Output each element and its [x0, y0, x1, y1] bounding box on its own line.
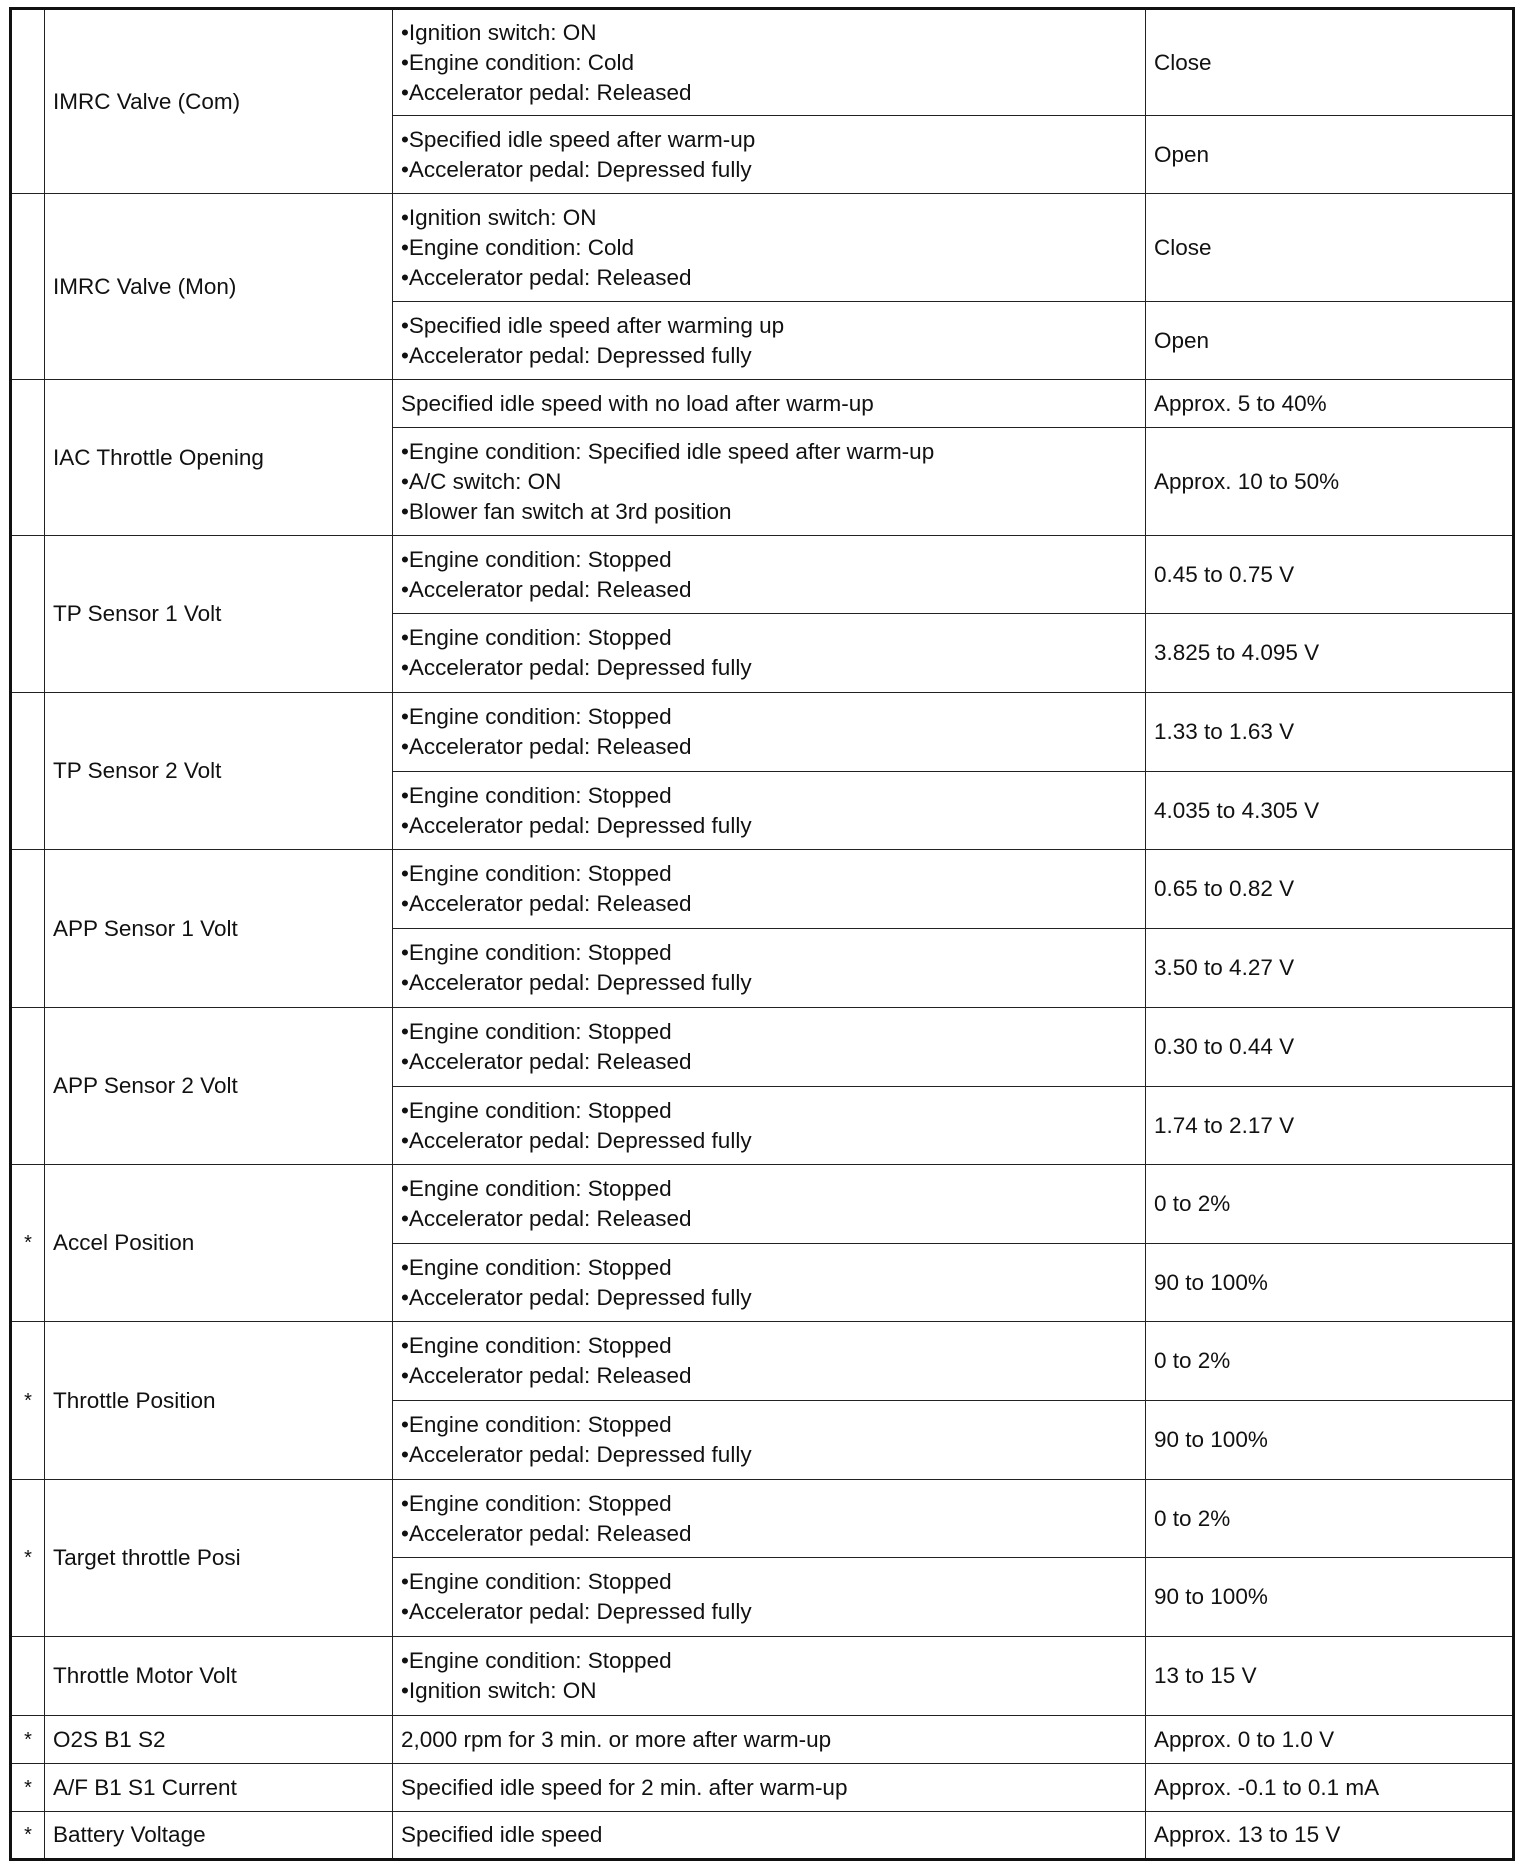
condition-bullet: • Engine condition: Stopped: [401, 1096, 1137, 1126]
specification-value: Approx. 13 to 15 V: [1146, 1812, 1514, 1860]
condition-bullet: • Accelerator pedal: Depressed fully: [401, 155, 1137, 185]
specification-value: 0 to 2%: [1146, 1480, 1514, 1558]
condition-cell: [393, 693, 1146, 772]
item-name: TP Sensor 2 Volt: [45, 693, 393, 850]
condition-text: Specified idle speed with no load after warm-up: [401, 390, 874, 416]
condition-bullet: • Specified idle speed after warm-up: [401, 125, 1137, 155]
condition-bullet: • Engine condition: Stopped: [401, 859, 1137, 889]
item-name: Throttle Motor Volt: [45, 1637, 393, 1716]
data-list-table: [9, 7, 1515, 1861]
specification-value: Approx. -0.1 to 0.1 mA: [1146, 1764, 1514, 1812]
specification-value: 0 to 2%: [1146, 1165, 1514, 1244]
note-marker: [11, 380, 45, 536]
note-marker: *: [11, 1812, 45, 1860]
condition-cell: [393, 1812, 1146, 1860]
condition-bullet: • Accelerator pedal: Depressed fully: [401, 1597, 1137, 1627]
condition-cell: [393, 1244, 1146, 1322]
condition-cell: [393, 1322, 1146, 1401]
specification-value: Approx. 0 to 1.0 V: [1146, 1716, 1514, 1764]
note-marker: *: [11, 1764, 45, 1812]
data-list-body: [11, 9, 1514, 1860]
condition-bullet: • Engine condition: Stopped: [401, 1567, 1137, 1597]
note-marker: *: [11, 1716, 45, 1764]
item-name: O2S B1 S2: [45, 1716, 393, 1764]
condition-cell: [393, 1637, 1146, 1716]
condition-bullet: • Accelerator pedal: Depressed fully: [401, 811, 1137, 841]
condition-bullet: • Specified idle speed after warming up: [401, 311, 1137, 341]
specification-value: 3.825 to 4.095 V: [1146, 614, 1514, 693]
condition-bullet: • Engine condition: Stopped: [401, 1253, 1137, 1283]
table-row: [11, 1008, 1514, 1087]
condition-bullet: • Engine condition: Stopped: [401, 1174, 1137, 1204]
specification-value: 90 to 100%: [1146, 1244, 1514, 1322]
condition-bullet: • Engine condition: Cold: [401, 233, 1137, 263]
condition-bullet: • Engine condition: Stopped: [401, 1017, 1137, 1047]
note-marker: [11, 1008, 45, 1165]
condition-cell: [393, 9, 1146, 116]
specification-value: Open: [1146, 302, 1514, 380]
item-name: Target throttle Posi: [45, 1480, 393, 1637]
condition-bullet: • Engine condition: Stopped: [401, 781, 1137, 811]
note-marker: *: [11, 1480, 45, 1637]
specification-value: 0 to 2%: [1146, 1322, 1514, 1401]
specification-value: Approx. 5 to 40%: [1146, 380, 1514, 428]
item-name: APP Sensor 2 Volt: [45, 1008, 393, 1165]
item-name: Throttle Position: [45, 1322, 393, 1480]
condition-bullet: • A/C switch: ON: [401, 467, 1137, 497]
table-row: [11, 1165, 1514, 1244]
condition-bullet: • Engine condition: Stopped: [401, 623, 1137, 653]
condition-cell: [393, 1764, 1146, 1812]
condition-cell: [393, 1480, 1146, 1558]
condition-bullet: • Ignition switch: ON: [401, 18, 1137, 48]
table-row: [11, 1637, 1514, 1716]
item-name: IAC Throttle Opening: [45, 380, 393, 536]
condition-bullet: • Engine condition: Stopped: [401, 938, 1137, 968]
note-marker: *: [11, 1322, 45, 1480]
specification-value: Close: [1146, 194, 1514, 302]
table-row: [11, 693, 1514, 772]
condition-cell: [393, 850, 1146, 929]
condition-cell: [393, 614, 1146, 693]
condition-cell: [393, 1716, 1146, 1764]
specification-value: 0.30 to 0.44 V: [1146, 1008, 1514, 1087]
condition-bullet: • Accelerator pedal: Released: [401, 263, 1137, 293]
note-marker: [11, 850, 45, 1008]
table-row: [11, 850, 1514, 929]
specification-value: 0.45 to 0.75 V: [1146, 536, 1514, 614]
condition-bullet: • Engine condition: Stopped: [401, 1646, 1137, 1676]
table-row: [11, 1716, 1514, 1764]
specification-value: 1.33 to 1.63 V: [1146, 693, 1514, 772]
item-name: A/F B1 S1 Current: [45, 1764, 393, 1812]
condition-cell: [393, 536, 1146, 614]
specification-value: 3.50 to 4.27 V: [1146, 929, 1514, 1008]
specification-value: Close: [1146, 9, 1514, 116]
condition-bullet: • Accelerator pedal: Depressed fully: [401, 653, 1137, 683]
condition-text: 2,000 rpm for 3 min. or more after warm-up: [401, 1726, 832, 1752]
condition-bullet: • Accelerator pedal: Released: [401, 732, 1137, 762]
condition-bullet: • Engine condition: Stopped: [401, 702, 1137, 732]
note-marker: *: [11, 1165, 45, 1322]
table-row: [11, 1812, 1514, 1860]
condition-bullet: • Accelerator pedal: Released: [401, 78, 1137, 108]
condition-cell: [393, 1008, 1146, 1087]
table-row: [11, 194, 1514, 302]
item-name: APP Sensor 1 Volt: [45, 850, 393, 1008]
condition-bullet: • Engine condition: Stopped: [401, 1410, 1137, 1440]
condition-bullet: • Blower fan switch at 3rd position: [401, 497, 1137, 527]
condition-cell: [393, 428, 1146, 536]
condition-bullet: • Accelerator pedal: Depressed fully: [401, 1126, 1137, 1156]
condition-cell: [393, 302, 1146, 380]
condition-bullet: • Engine condition: Stopped: [401, 545, 1137, 575]
condition-bullet: • Accelerator pedal: Depressed fully: [401, 1283, 1137, 1313]
condition-cell: [393, 380, 1146, 428]
item-name: Accel Position: [45, 1165, 393, 1322]
condition-bullet: • Ignition switch: ON: [401, 1676, 1137, 1706]
specification-value: 90 to 100%: [1146, 1558, 1514, 1637]
condition-bullet: • Accelerator pedal: Released: [401, 1519, 1137, 1549]
note-marker: [11, 194, 45, 380]
condition-bullet: • Accelerator pedal: Released: [401, 1361, 1137, 1391]
note-marker: [11, 1637, 45, 1716]
condition-cell: [393, 772, 1146, 850]
condition-cell: [393, 1087, 1146, 1165]
condition-bullet: • Ignition switch: ON: [401, 203, 1137, 233]
condition-bullet: • Accelerator pedal: Released: [401, 889, 1137, 919]
condition-cell: [393, 1165, 1146, 1244]
specification-value: 1.74 to 2.17 V: [1146, 1087, 1514, 1165]
condition-bullet: • Accelerator pedal: Released: [401, 575, 1137, 605]
table-row: [11, 9, 1514, 116]
specification-value: 0.65 to 0.82 V: [1146, 850, 1514, 929]
item-name: TP Sensor 1 Volt: [45, 536, 393, 693]
spec-sheet: [9, 7, 1515, 1861]
specification-value: 90 to 100%: [1146, 1401, 1514, 1480]
condition-bullet: • Engine condition: Stopped: [401, 1331, 1137, 1361]
table-row: [11, 380, 1514, 428]
specification-value: 4.035 to 4.305 V: [1146, 772, 1514, 850]
note-marker: [11, 9, 45, 194]
specification-value: 13 to 15 V: [1146, 1637, 1514, 1716]
table-row: [11, 1764, 1514, 1812]
table-row: [11, 1322, 1514, 1401]
specification-value: Open: [1146, 116, 1514, 194]
condition-bullet: • Accelerator pedal: Depressed fully: [401, 968, 1137, 998]
condition-cell: [393, 194, 1146, 302]
condition-bullet: • Accelerator pedal: Released: [401, 1047, 1137, 1077]
condition-bullet: • Accelerator pedal: Depressed fully: [401, 341, 1137, 371]
condition-cell: [393, 116, 1146, 194]
condition-cell: [393, 1558, 1146, 1637]
note-marker: [11, 693, 45, 850]
item-name: IMRC Valve (Com): [45, 9, 393, 194]
condition-bullet: • Engine condition: Cold: [401, 48, 1137, 78]
condition-cell: [393, 1401, 1146, 1480]
item-name: IMRC Valve (Mon): [45, 194, 393, 380]
condition-text: Specified idle speed: [401, 1822, 603, 1847]
table-row: [11, 536, 1514, 614]
condition-bullet: • Accelerator pedal: Released: [401, 1204, 1137, 1234]
condition-cell: [393, 929, 1146, 1008]
table-row: [11, 1480, 1514, 1558]
item-name: Battery Voltage: [45, 1812, 393, 1860]
condition-bullet: • Engine condition: Stopped: [401, 1489, 1137, 1519]
condition-text: Specified idle speed for 2 min. after warm-up: [401, 1774, 848, 1800]
specification-value: Approx. 10 to 50%: [1146, 428, 1514, 536]
condition-bullet: • Accelerator pedal: Depressed fully: [401, 1440, 1137, 1470]
note-marker: [11, 536, 45, 693]
condition-bullet: • Engine condition: Specified idle speed after warm-up: [401, 437, 1137, 467]
